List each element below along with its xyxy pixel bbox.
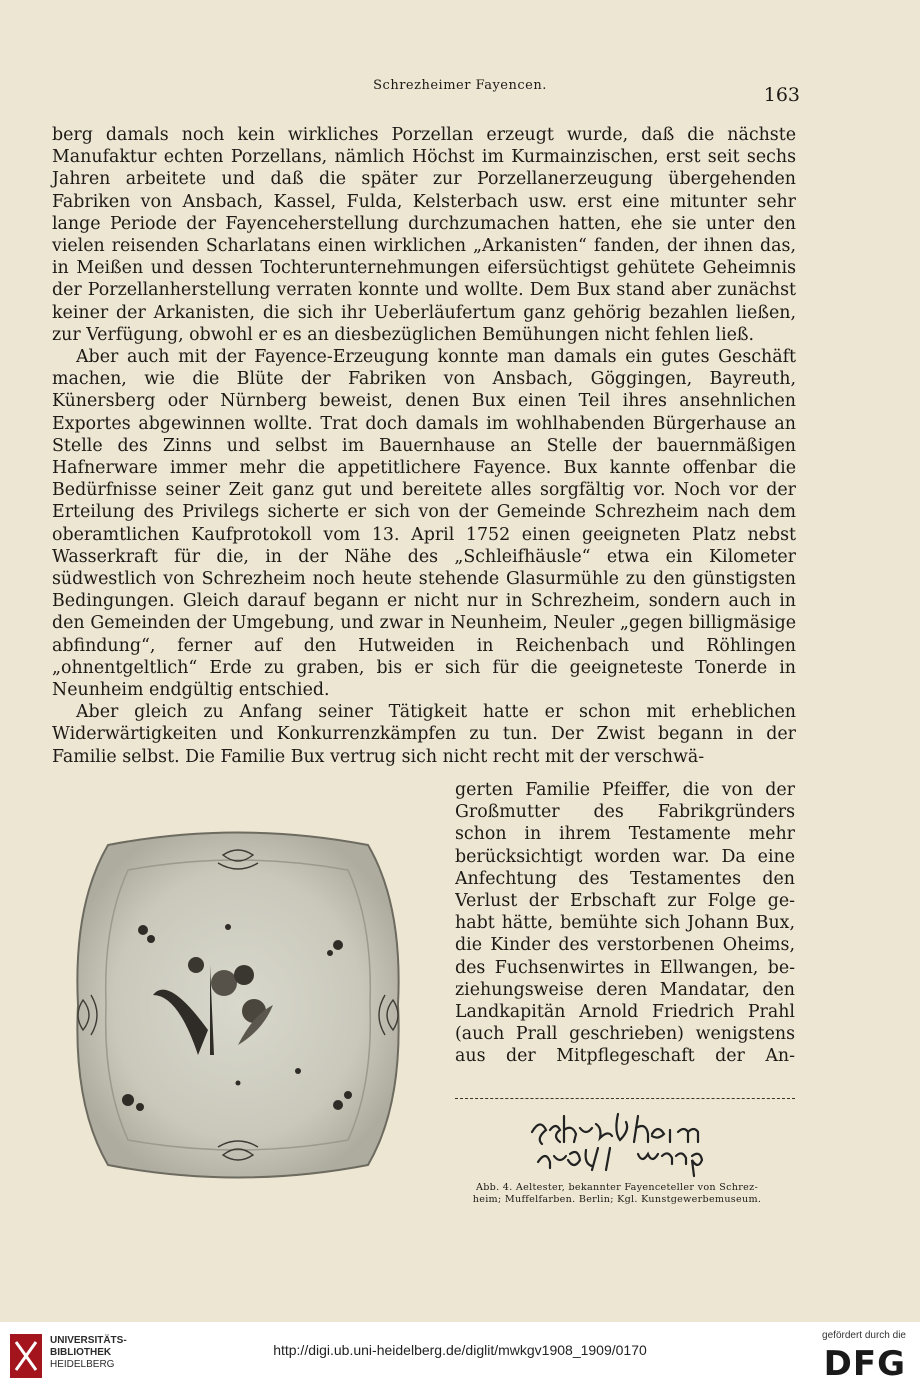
page-number: 163: [763, 84, 800, 106]
text-line: schon in ihrem Testamente mehr: [455, 824, 795, 845]
text-line: Großmutter des Fabrikgründers: [455, 802, 795, 823]
running-title: Schrezheimer Fayencen.: [373, 78, 547, 93]
caption-line: heim; Muffelfarben. Berlin; Kgl. Kunstgewerbemuseum.: [472, 1194, 762, 1205]
wrapped-text-column: [455, 779, 795, 1068]
text-line: Anfechtung des Testamentes den: [455, 868, 795, 889]
text-line: gerten Familie Pfeiffer, die von der: [455, 780, 795, 800]
body-text: [52, 124, 796, 768]
handwritten-signature: [520, 1102, 740, 1180]
paragraph-1: berg damals noch kein wirkliches Porzellan erzeugt wurde, daß die nächste Manufaktur echten Porzellans, nämlich Höchst im Kurmainzischen, erst seit sechs Jahren arbeitete und daß die später zur Porzellanerzeugung übergehenden Fabriken von Ansbach, Kassel, Fulda, Kelsterbach usw. erst eine mitunter sehr lange Periode der Fayenceherstellung durchzumachen hatten, ehe sie unter den vielen reisenden Scharlatans einen wirklichen „Arkanisten“ fanden, der ihnen das, in Meißen und dessen Tochterunternehmungen eifersüchtigst gehütete Geheimnis der Porzellanherstellung verraten konnte und wollte. Dem Bux stand aber zunächst keiner der Arkanisten, die sich ihr Ueberläufertum ganz gehörig bezahlen ließen, zur Verfügung, obwohl er es an diesbezüglichen Bemühungen nicht fehlen ließ.: [52, 125, 796, 345]
text-line: Verlust der Erbschaft zur Folge ge-: [455, 891, 795, 912]
text-line: aus der Mitpflegeschaft der An-: [455, 1046, 795, 1067]
permalink-url[interactable]: http://digi.ub.uni-heidelberg.de/diglit/mwkgv1908_1909/0170: [273, 1342, 647, 1358]
caption-line: Abb. 4. Aeltester, bekannter Fayenceteller von Schrez-: [475, 1182, 759, 1193]
text-line: ziehungsweise deren Mandatar, den: [455, 979, 795, 1000]
library-line: UNIVERSITÄTS-: [50, 1335, 127, 1346]
paragraph-2: Aber auch mit der Fayence-Erzeugung konnte man damals ein gutes Geschäft machen, wie die Blüte der Fabriken von Ansbach, Göggingen, Bayreuth, Künersberg oder Nürnberg beweist, denen Bux einen Teil ihres ansehnlichen Exportes abgewinnen wollte. Trat doch damals im wohlhabenden Bürgerhause an Stelle des Zinns und selbst im Bauernhause an Stelle der bauernmäßigen Hafnerware immer mehr die appetitlichere Fayence. Bux kannte offenbar die Bedürfnisse seiner Zeit ganz gut und bereitete alles sorgfältig vor. Noch vor der Erteilung des Privilegs sicherte er sich von der Gemeinde Schrezheim nach dem oberamtlichen Kaufprotokoll vom 13. April 1752 einen geeigneten Platz nebst Wasserkraft für die, in der Nähe des „Schleifhäusle“ etwa ein Kilometer südwestlich von Schrezheim noch heute stehende Glasurmühle zu den günstigsten Bedingungen. Gleich darauf begann er nicht nur in Schrezheim, sondern auch in den Gemeinden der Umgebung, und zwar in Neunheim, Neuler „gegen billigmäsige abfindung“, ferner auf den Hutweiden in Reichenbach und Röhlingen „ohnentgeltlich“ Erde zu graben, bis er sich für die geeigneteste Tonerde in Neunheim endgültig entschied.: [52, 347, 796, 701]
paragraph-3: Aber gleich zu Anfang seiner Tätigkeit hatte er schon mit erheblichen Widerwärtigkeiten und Konkurrenzkämpfen zu tun. Der Zwist begann in der Familie selbst. Die Familie Bux vertrug sich nicht recht mit der verschwä-: [52, 702, 796, 767]
library-line: BIBLIOTHEK: [50, 1347, 112, 1358]
digitization-footer: [0, 1322, 920, 1391]
figure-caption: [437, 1182, 797, 1206]
text-line: des Fuchsenwirtes in Ellwangen, be-: [455, 957, 795, 978]
text-line: (auch Prall geschrieben) wenigstens: [455, 1024, 795, 1045]
text-line: die Kinder des verstorbenen Oheims,: [455, 935, 795, 956]
text-line: habt hätte, bemühte sich Johann Bux,: [455, 913, 795, 934]
dfg-logo: DFG: [823, 1344, 906, 1384]
text-line: Landkapitän Arnold Friedrich Prahl: [455, 1002, 795, 1023]
text-line: berücksichtigt worden war. Da eine: [455, 846, 795, 867]
signature-rule: [455, 1098, 795, 1100]
faience-plate-image: [48, 815, 428, 1195]
funding-note: gefördert durch die: [822, 1330, 906, 1341]
library-line: HEIDELBERG: [50, 1359, 115, 1370]
